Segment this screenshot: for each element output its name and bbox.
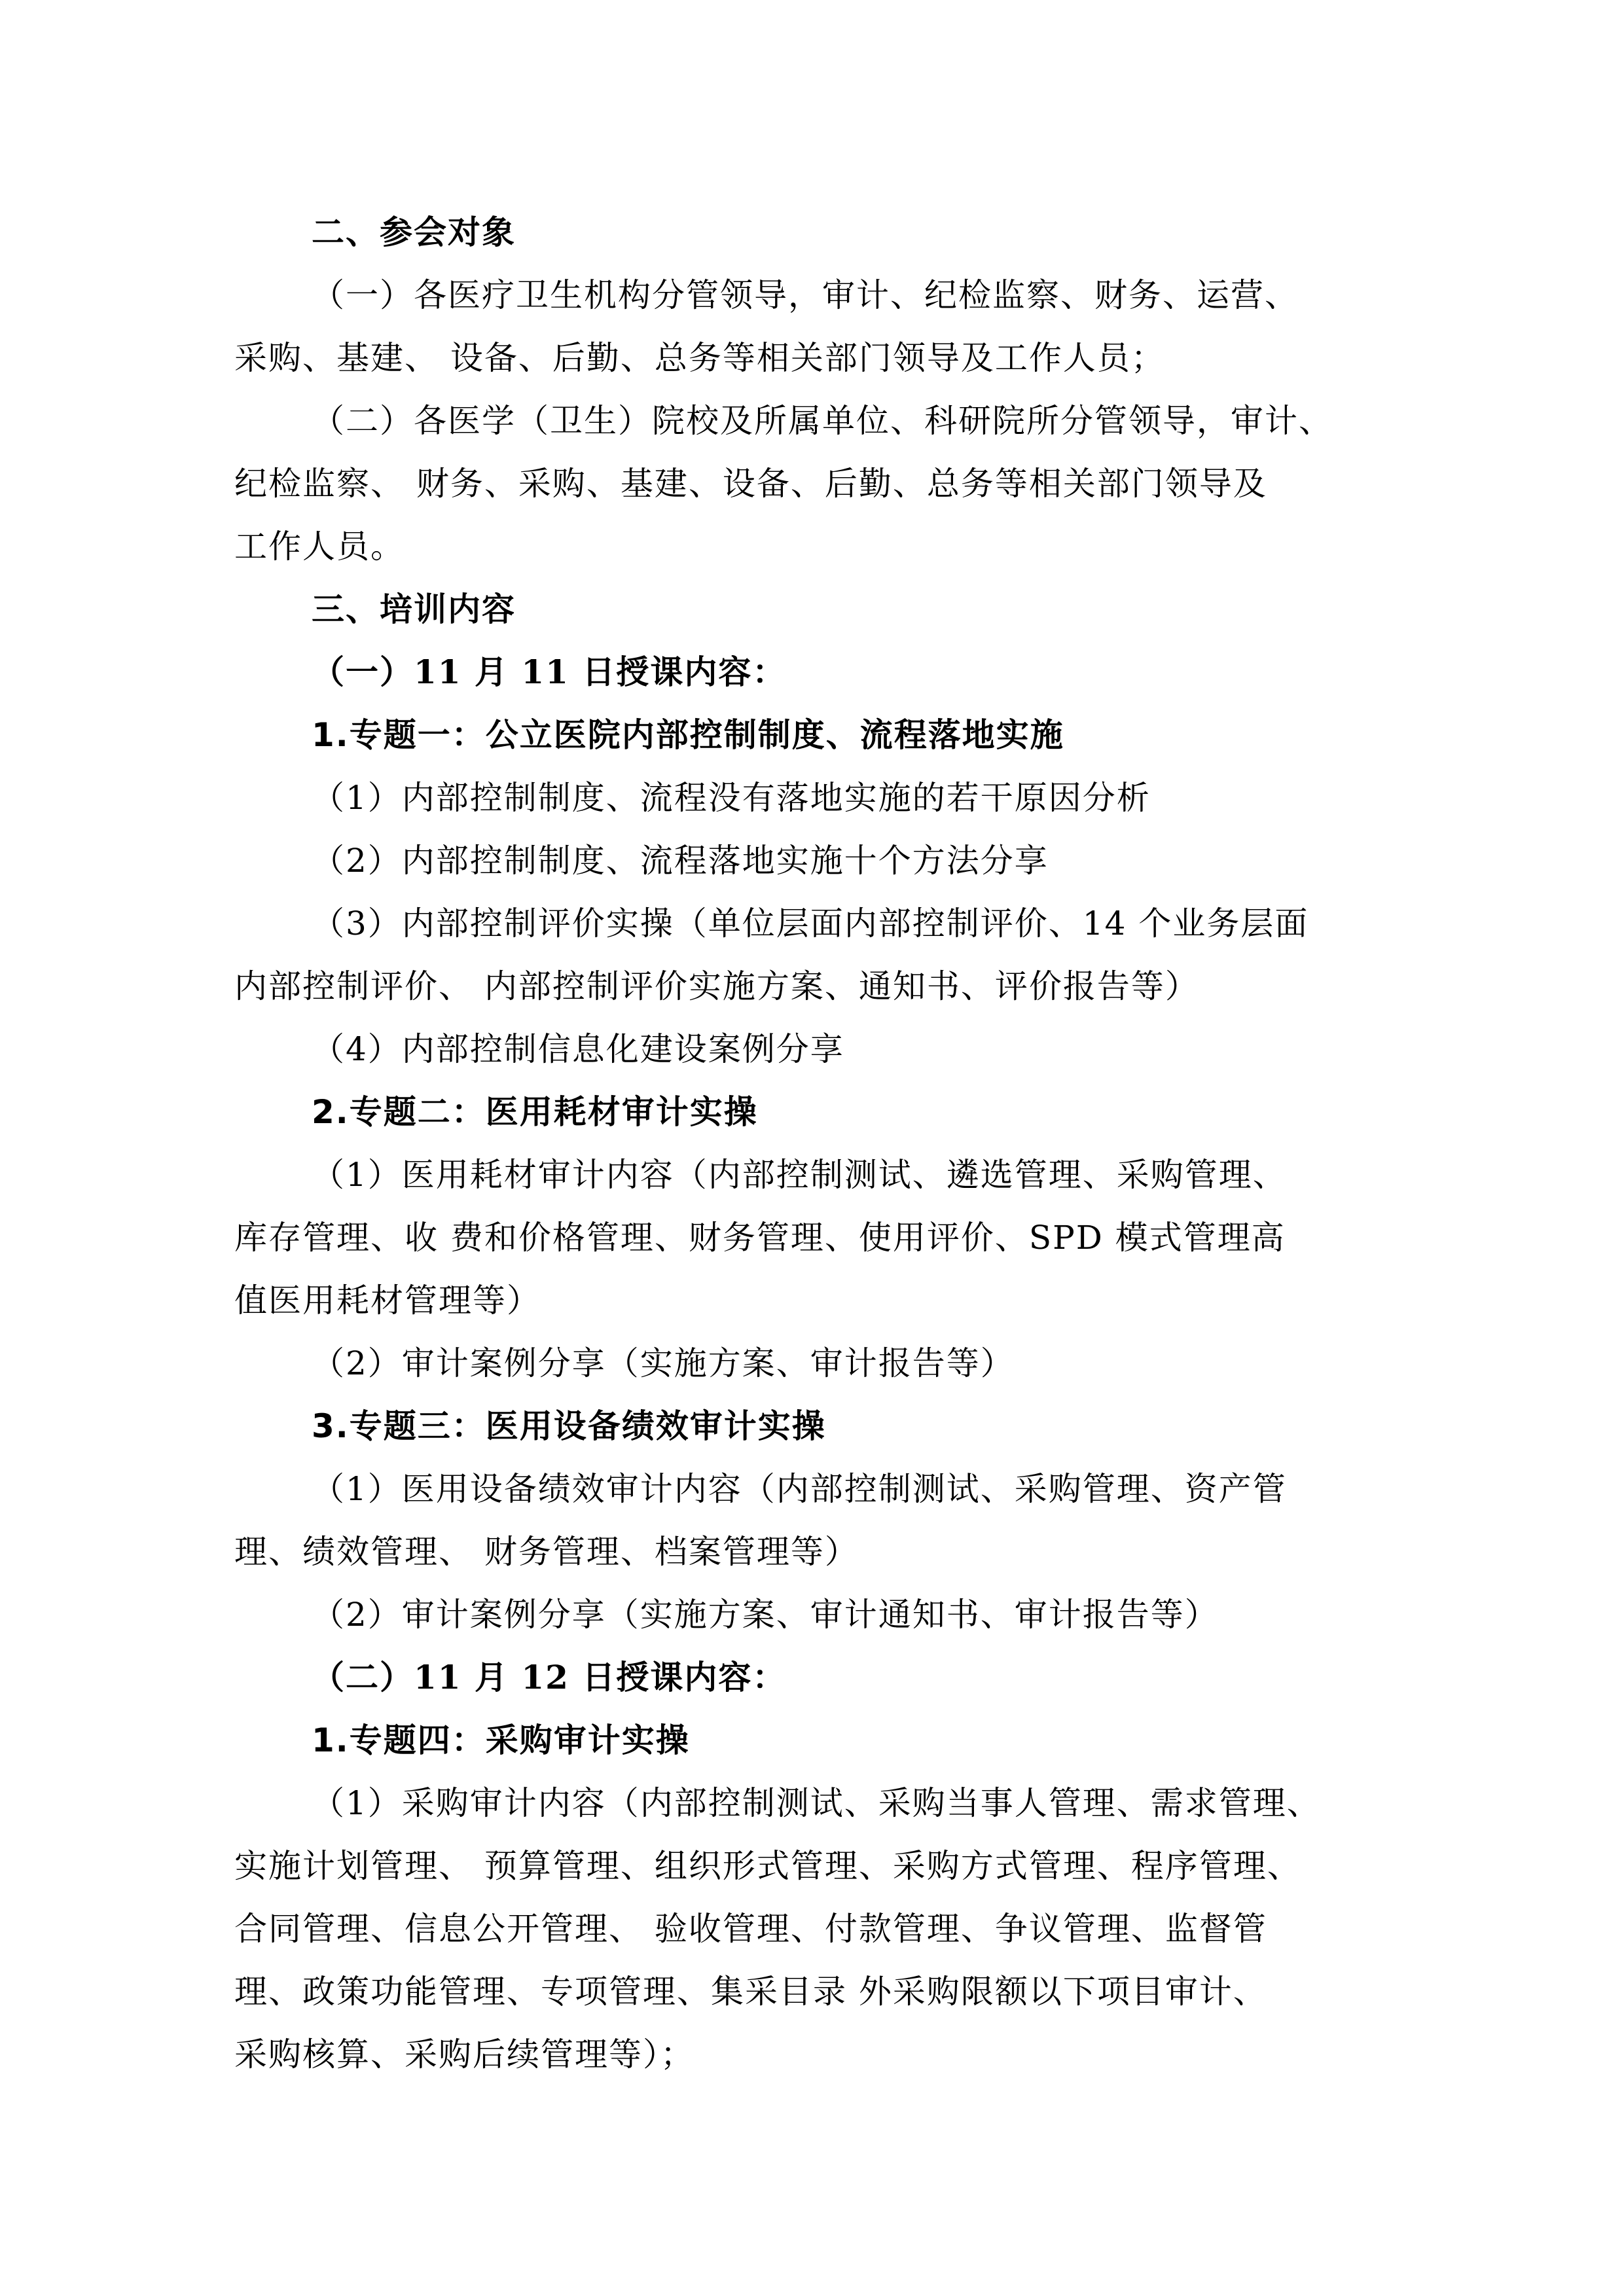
paragraph-line: （1）医用耗材审计内容（内部控制测试、遴选管理、采购管理、 xyxy=(312,1156,1287,1194)
subsection-heading-day-1: （一）11 月 11 日授课内容： xyxy=(312,653,787,691)
paragraph-line: 实施计划管理、 预算管理、组织形式管理、采购方式管理、程序管理、 xyxy=(234,1847,1301,1885)
paragraph-line: 工作人员。 xyxy=(234,528,405,565)
topic-heading-3: 3.专题三：医用设备绩效审计实操 xyxy=(312,1407,826,1445)
paragraph-line: 库存管理、收 费和价格管理、财务管理、使用评价、SPD 模式管理高 xyxy=(234,1219,1286,1257)
section-heading-training-content: 三、培训内容 xyxy=(312,590,516,628)
paragraph-line: （一）各医疗卫生机构分管领导，审计、纪检监察、财务、运营、 xyxy=(312,276,1299,314)
paragraph-line: 内部控制评价、 内部控制评价实施方案、通知书、评价报告等） xyxy=(234,967,1199,1005)
paragraph-line: （3）内部控制评价实操（单位层面内部控制评价、14 个业务层面 xyxy=(312,905,1309,942)
paragraph-line: （2）审计案例分享（实施方案、审计通知书、审计报告等） xyxy=(312,1596,1219,1634)
section-heading-participants: 二、参会对象 xyxy=(312,213,516,251)
paragraph-line: 值医用耗材管理等） xyxy=(234,1282,541,1319)
paragraph-line: （2）审计案例分享（实施方案、审计报告等） xyxy=(312,1344,1015,1382)
paragraph-line: 理、绩效管理、 财务管理、档案管理等） xyxy=(234,1533,859,1571)
paragraph-line: （2）内部控制制度、流程落地实施十个方法分享 xyxy=(312,842,1049,880)
paragraph-line: 纪检监察、 财务、采购、基建、设备、后勤、总务等相关部门领导及 xyxy=(234,465,1267,503)
paragraph-line: （1）内部控制制度、流程没有落地实施的若干原因分析 xyxy=(312,779,1151,817)
topic-heading-4: 1.专题四：采购审计实操 xyxy=(312,1721,690,1759)
paragraph-line: 采购、基建、 设备、后勤、总务等相关部门领导及工作人员； xyxy=(234,339,1165,377)
paragraph-line: （4）内部控制信息化建设案例分享 xyxy=(312,1030,844,1068)
paragraph-line: （1）采购审计内容（内部控制测试、采购当事人管理、需求管理、 xyxy=(312,1784,1321,1822)
topic-heading-1: 1.专题一：公立医院内部控制制度、流程落地实施 xyxy=(312,716,1064,754)
paragraph-line: 合同管理、信息公开管理、 验收管理、付款管理、争议管理、监督管 xyxy=(234,1910,1267,1948)
paragraph-line: （二）各医学（卫生）院校及所属单位、科研院所分管领导，审计、 xyxy=(312,402,1333,440)
paragraph-line: 理、政策功能管理、专项管理、集采目录 外采购限额以下项目审计、 xyxy=(234,1973,1267,2011)
paragraph-line: 采购核算、采购后续管理等）； xyxy=(234,2036,695,2073)
paragraph-line: （1）医用设备绩效审计内容（内部控制测试、采购管理、资产管 xyxy=(312,1470,1287,1508)
subsection-heading-day-2: （二）11 月 12 日授课内容： xyxy=(312,1658,787,1696)
topic-heading-2: 2.专题二：医用耗材审计实操 xyxy=(312,1093,758,1131)
